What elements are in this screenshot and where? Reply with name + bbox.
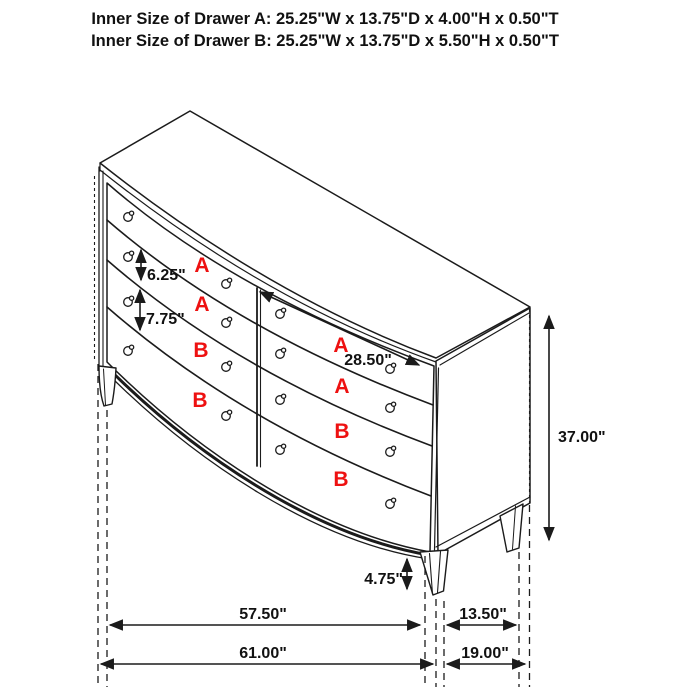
drawer-label: B bbox=[193, 339, 209, 362]
drawer-label: A bbox=[194, 254, 210, 277]
drawer-label: A bbox=[333, 334, 349, 357]
drawer-b-spec-text: Inner Size of Drawer B: 25.25"W x 13.75"D x 5.50"H x 0.50"T bbox=[91, 32, 559, 50]
dimension-front-width-inner bbox=[110, 606, 420, 625]
dimension-overall-height bbox=[549, 316, 606, 540]
dimension-label: 19.00" bbox=[461, 645, 509, 662]
dimension-label: 37.00" bbox=[558, 429, 606, 446]
dimension-overall-depth bbox=[447, 645, 525, 664]
dimension-label: 4.75" bbox=[364, 571, 403, 588]
dimension-label: 28.50" bbox=[344, 352, 392, 369]
drawer-label: B bbox=[333, 468, 349, 491]
dimension-label: 7.75" bbox=[146, 311, 185, 328]
dimension-side-depth-inner bbox=[447, 606, 516, 625]
dimension-overall-width bbox=[101, 645, 433, 664]
dimension-label: 13.50" bbox=[459, 606, 507, 623]
drawer-a-spec-text: Inner Size of Drawer A: 25.25"W x 13.75"D x 4.00"H x 0.50"T bbox=[91, 10, 559, 28]
dimension-label: 57.50" bbox=[239, 606, 287, 623]
dimension-leg-height bbox=[364, 559, 407, 589]
drawer-label: A bbox=[334, 375, 350, 398]
dimension-label: 61.00" bbox=[239, 645, 287, 662]
dimension-label: 6.25" bbox=[147, 267, 186, 284]
front-right-leg bbox=[420, 550, 448, 595]
drawer-label: A bbox=[194, 293, 210, 316]
front-left-leg bbox=[99, 366, 116, 406]
drawer-label: B bbox=[192, 389, 208, 412]
dresser-drawing bbox=[95, 111, 531, 595]
drawer-label: B bbox=[334, 420, 350, 443]
